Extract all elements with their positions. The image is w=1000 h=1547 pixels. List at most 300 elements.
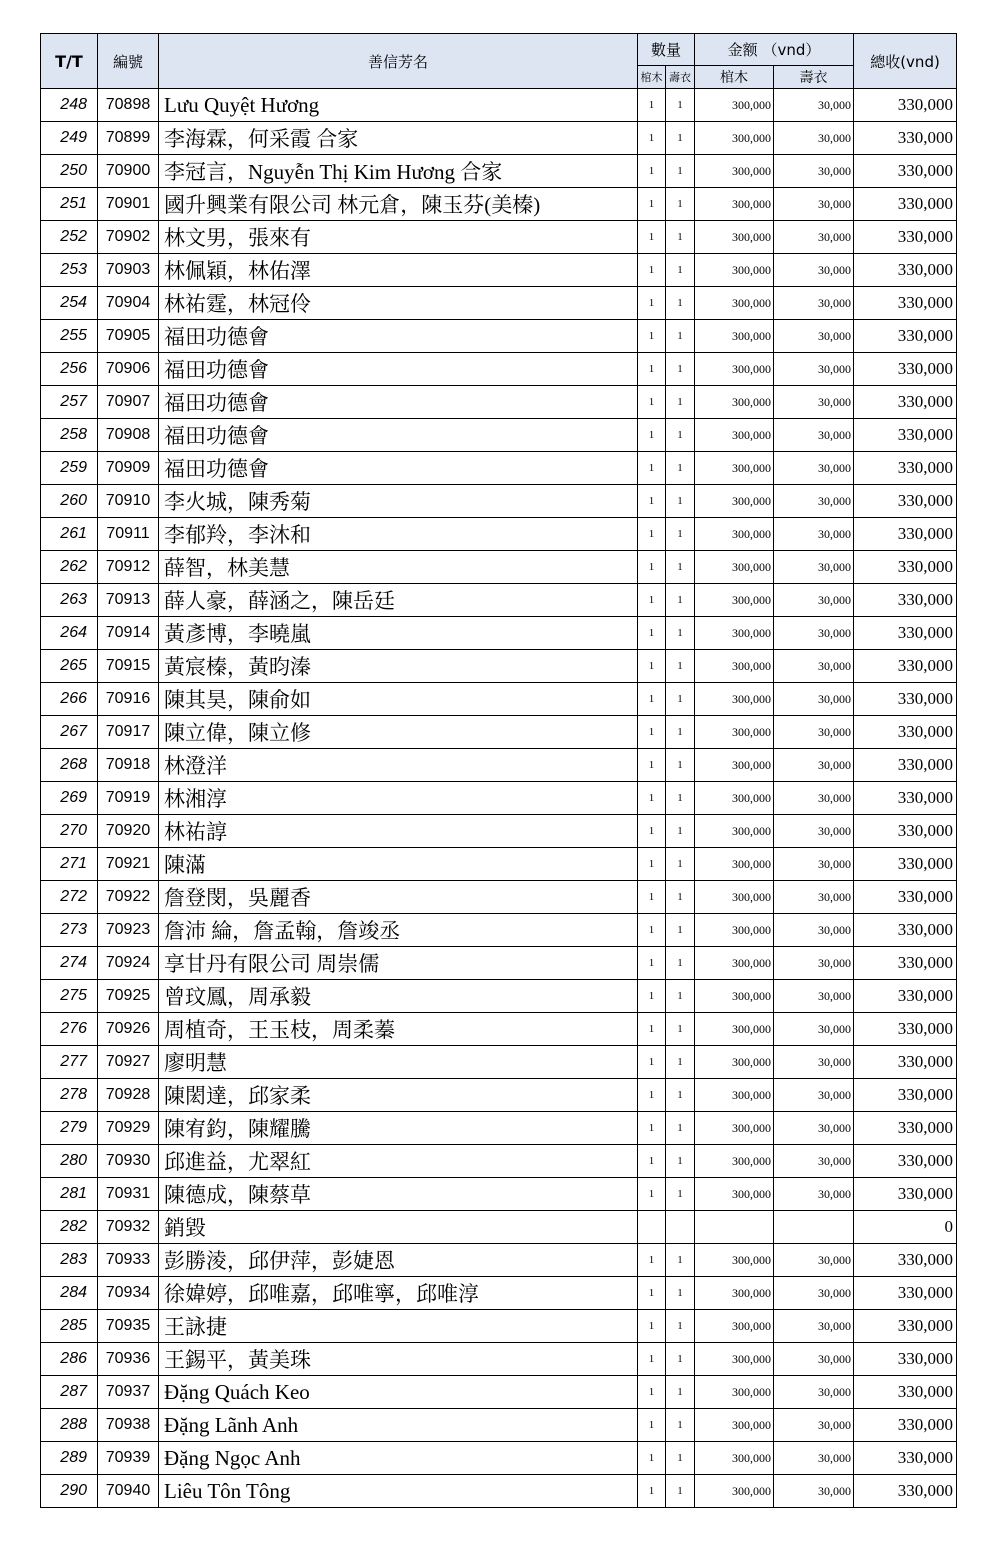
qty-coffin: 1	[638, 1376, 666, 1409]
donor-code: 70907	[98, 386, 159, 419]
row-index: 289	[41, 1442, 98, 1475]
row-index: 266	[41, 683, 98, 716]
qty-shroud: 1	[666, 122, 695, 155]
qty-shroud: 1	[666, 1442, 695, 1475]
qty-shroud: 1	[666, 749, 695, 782]
amount-coffin: 300,000	[695, 320, 774, 353]
table-row	[41, 1178, 957, 1211]
donor-code: 70908	[98, 419, 159, 452]
donor-code: 70932	[98, 1211, 159, 1244]
amount-coffin: 300,000	[695, 617, 774, 650]
qty-coffin: 1	[638, 419, 666, 452]
qty-shroud: 1	[666, 914, 695, 947]
amount-shroud: 30,000	[774, 1376, 854, 1409]
row-index: 279	[41, 1112, 98, 1145]
donor-code: 70930	[98, 1145, 159, 1178]
donor-name: 徐媁婷，邱唯嘉，邱唯寧，邱唯淳	[159, 1277, 638, 1310]
donor-name: 黃宸榛，黃昀溱	[159, 650, 638, 683]
total-amount: 330,000	[854, 980, 957, 1013]
donor-name: 陳宥鈞，陳耀騰	[159, 1112, 638, 1145]
total-amount: 330,000	[854, 848, 957, 881]
row-index: 259	[41, 452, 98, 485]
total-amount: 330,000	[854, 914, 957, 947]
donor-code: 70929	[98, 1112, 159, 1145]
donor-code: 70899	[98, 122, 159, 155]
row-index: 254	[41, 287, 98, 320]
qty-shroud: 1	[666, 155, 695, 188]
total-amount: 330,000	[854, 89, 957, 122]
amount-shroud: 30,000	[774, 89, 854, 122]
amount-shroud: 30,000	[774, 1178, 854, 1211]
qty-shroud: 1	[666, 188, 695, 221]
amount-coffin: 300,000	[695, 815, 774, 848]
donor-name: 薛智，林美慧	[159, 551, 638, 584]
header-qty-coffin: 棺木	[638, 66, 666, 89]
qty-shroud: 1	[666, 551, 695, 584]
row-index: 273	[41, 914, 98, 947]
donor-code: 70915	[98, 650, 159, 683]
amount-coffin: 300,000	[695, 848, 774, 881]
total-amount: 330,000	[854, 584, 957, 617]
table-row	[41, 1277, 957, 1310]
qty-shroud: 1	[666, 485, 695, 518]
donor-code: 70933	[98, 1244, 159, 1277]
amount-shroud: 30,000	[774, 1343, 854, 1376]
qty-coffin: 1	[638, 1310, 666, 1343]
qty-shroud: 1	[666, 1475, 695, 1508]
qty-coffin: 1	[638, 551, 666, 584]
qty-shroud: 1	[666, 650, 695, 683]
qty-shroud: 1	[666, 518, 695, 551]
qty-coffin: 1	[638, 1475, 666, 1508]
amount-shroud: 30,000	[774, 947, 854, 980]
donor-name: 林祐霆，林冠伶	[159, 287, 638, 320]
amount-coffin: 300,000	[695, 1310, 774, 1343]
total-amount: 330,000	[854, 320, 957, 353]
amount-coffin: 300,000	[695, 1145, 774, 1178]
amount-coffin: 300,000	[695, 1079, 774, 1112]
table-row	[41, 584, 957, 617]
total-amount: 330,000	[854, 485, 957, 518]
donor-code: 70936	[98, 1343, 159, 1376]
amount-shroud: 30,000	[774, 1079, 854, 1112]
donor-code: 70914	[98, 617, 159, 650]
table-row	[41, 1442, 957, 1475]
qty-coffin: 1	[638, 683, 666, 716]
qty-shroud: 1	[666, 1178, 695, 1211]
total-amount: 330,000	[854, 782, 957, 815]
amount-shroud	[774, 1211, 854, 1244]
amount-coffin: 300,000	[695, 584, 774, 617]
table-row	[41, 1079, 957, 1112]
row-index: 268	[41, 749, 98, 782]
table-row	[41, 320, 957, 353]
total-amount: 0	[854, 1211, 957, 1244]
row-index: 264	[41, 617, 98, 650]
row-index: 255	[41, 320, 98, 353]
table-row	[41, 1376, 957, 1409]
amount-coffin: 300,000	[695, 1046, 774, 1079]
row-index: 272	[41, 881, 98, 914]
amount-coffin: 300,000	[695, 782, 774, 815]
amount-coffin: 300,000	[695, 386, 774, 419]
donor-name: Đặng Quách Keo	[159, 1376, 638, 1409]
header-qty-shroud: 壽衣	[666, 66, 695, 89]
donor-code: 70909	[98, 452, 159, 485]
donation-table	[40, 33, 957, 1508]
amount-shroud: 30,000	[774, 1475, 854, 1508]
total-amount: 330,000	[854, 1244, 957, 1277]
qty-shroud: 1	[666, 1343, 695, 1376]
row-index: 267	[41, 716, 98, 749]
total-amount: 330,000	[854, 1145, 957, 1178]
table-row	[41, 221, 957, 254]
amount-shroud: 30,000	[774, 815, 854, 848]
total-amount: 330,000	[854, 1442, 957, 1475]
row-index: 253	[41, 254, 98, 287]
table-row	[41, 1046, 957, 1079]
qty-shroud: 1	[666, 254, 695, 287]
amount-coffin: 300,000	[695, 1244, 774, 1277]
donor-code: 70903	[98, 254, 159, 287]
qty-shroud: 1	[666, 947, 695, 980]
donor-name: 福田功德會	[159, 353, 638, 386]
qty-shroud: 1	[666, 452, 695, 485]
row-index: 258	[41, 419, 98, 452]
table-row	[41, 452, 957, 485]
donor-code: 70913	[98, 584, 159, 617]
qty-coffin: 1	[638, 617, 666, 650]
qty-coffin: 1	[638, 188, 666, 221]
donor-name: 銷毀	[159, 1211, 638, 1244]
header-total: 總收(vnd)	[854, 34, 957, 89]
donor-name: 林佩穎，林佑澤	[159, 254, 638, 287]
amount-shroud: 30,000	[774, 914, 854, 947]
amount-coffin: 300,000	[695, 1442, 774, 1475]
amount-coffin: 300,000	[695, 518, 774, 551]
qty-shroud: 1	[666, 584, 695, 617]
qty-shroud: 1	[666, 1244, 695, 1277]
amount-coffin: 300,000	[695, 650, 774, 683]
total-amount: 330,000	[854, 419, 957, 452]
qty-shroud: 1	[666, 1376, 695, 1409]
amount-coffin: 300,000	[695, 881, 774, 914]
total-amount: 330,000	[854, 386, 957, 419]
qty-coffin: 1	[638, 749, 666, 782]
table-row	[41, 155, 957, 188]
donor-code: 70901	[98, 188, 159, 221]
table-row	[41, 1475, 957, 1508]
donor-code: 70902	[98, 221, 159, 254]
qty-coffin: 1	[638, 320, 666, 353]
qty-coffin: 1	[638, 914, 666, 947]
donor-code: 70940	[98, 1475, 159, 1508]
amount-shroud: 30,000	[774, 386, 854, 419]
amount-coffin: 300,000	[695, 221, 774, 254]
amount-shroud: 30,000	[774, 683, 854, 716]
qty-shroud: 1	[666, 1046, 695, 1079]
qty-coffin: 1	[638, 1244, 666, 1277]
donor-code: 70917	[98, 716, 159, 749]
amount-shroud: 30,000	[774, 254, 854, 287]
row-index: 281	[41, 1178, 98, 1211]
amount-coffin: 300,000	[695, 1343, 774, 1376]
total-amount: 330,000	[854, 1178, 957, 1211]
amount-coffin: 300,000	[695, 551, 774, 584]
donor-name: 薛人豪，薛涵之，陳岳廷	[159, 584, 638, 617]
qty-shroud: 1	[666, 221, 695, 254]
amount-coffin: 300,000	[695, 287, 774, 320]
row-index: 285	[41, 1310, 98, 1343]
total-amount: 330,000	[854, 650, 957, 683]
table-row	[41, 980, 957, 1013]
table-row	[41, 782, 957, 815]
amount-shroud: 30,000	[774, 188, 854, 221]
donor-name: 黃彥博，李曉嵐	[159, 617, 638, 650]
amount-shroud: 30,000	[774, 155, 854, 188]
amount-shroud: 30,000	[774, 353, 854, 386]
qty-shroud: 1	[666, 1277, 695, 1310]
donor-name: 彭勝淩，邱伊萍，彭婕恩	[159, 1244, 638, 1277]
row-index: 282	[41, 1211, 98, 1244]
amount-shroud: 30,000	[774, 650, 854, 683]
amount-coffin: 300,000	[695, 1277, 774, 1310]
qty-coffin: 1	[638, 815, 666, 848]
donor-name: 陳滿	[159, 848, 638, 881]
amount-coffin: 300,000	[695, 188, 774, 221]
amount-shroud: 30,000	[774, 452, 854, 485]
qty-coffin: 1	[638, 1178, 666, 1211]
total-amount: 330,000	[854, 452, 957, 485]
qty-shroud: 1	[666, 1112, 695, 1145]
row-index: 290	[41, 1475, 98, 1508]
table-row	[41, 650, 957, 683]
row-index: 252	[41, 221, 98, 254]
qty-shroud: 1	[666, 320, 695, 353]
row-index: 265	[41, 650, 98, 683]
qty-coffin: 1	[638, 1145, 666, 1178]
donor-code: 70898	[98, 89, 159, 122]
donor-name: 陳立偉，陳立修	[159, 716, 638, 749]
total-amount: 330,000	[854, 683, 957, 716]
header-tt: T/T	[41, 34, 98, 89]
qty-shroud: 1	[666, 617, 695, 650]
table-row	[41, 1343, 957, 1376]
amount-shroud: 30,000	[774, 749, 854, 782]
amount-coffin: 300,000	[695, 353, 774, 386]
total-amount: 330,000	[854, 1046, 957, 1079]
donor-code: 70927	[98, 1046, 159, 1079]
donor-name: 廖明慧	[159, 1046, 638, 1079]
row-index: 269	[41, 782, 98, 815]
qty-shroud: 1	[666, 782, 695, 815]
amount-shroud: 30,000	[774, 1244, 854, 1277]
amount-shroud: 30,000	[774, 122, 854, 155]
table-row	[41, 122, 957, 155]
total-amount: 330,000	[854, 254, 957, 287]
amount-coffin: 300,000	[695, 419, 774, 452]
qty-coffin: 1	[638, 848, 666, 881]
amount-shroud: 30,000	[774, 419, 854, 452]
qty-coffin: 1	[638, 254, 666, 287]
total-amount: 330,000	[854, 749, 957, 782]
amount-coffin: 300,000	[695, 254, 774, 287]
donor-name: 李火城，陳秀菊	[159, 485, 638, 518]
amount-shroud: 30,000	[774, 782, 854, 815]
qty-coffin: 1	[638, 584, 666, 617]
donor-name: 林澄洋	[159, 749, 638, 782]
total-amount: 330,000	[854, 353, 957, 386]
donor-name: 邱進益，尤翠紅	[159, 1145, 638, 1178]
table-row	[41, 89, 957, 122]
amount-shroud: 30,000	[774, 221, 854, 254]
table-row	[41, 1211, 957, 1244]
total-amount: 330,000	[854, 1409, 957, 1442]
table-row	[41, 947, 957, 980]
donor-code: 70906	[98, 353, 159, 386]
header-name: 善信芳名	[159, 34, 638, 89]
donor-code: 70921	[98, 848, 159, 881]
donor-name: 曾玟鳳，周承毅	[159, 980, 638, 1013]
amount-shroud: 30,000	[774, 1310, 854, 1343]
row-index: 271	[41, 848, 98, 881]
row-index: 288	[41, 1409, 98, 1442]
table-row	[41, 914, 957, 947]
header-code: 編號	[98, 34, 159, 89]
row-index: 283	[41, 1244, 98, 1277]
amount-coffin: 300,000	[695, 122, 774, 155]
qty-coffin: 1	[638, 353, 666, 386]
donor-name: 陳閎達，邱家柔	[159, 1079, 638, 1112]
donor-code: 70910	[98, 485, 159, 518]
donor-name: 福田功德會	[159, 419, 638, 452]
amount-coffin: 300,000	[695, 683, 774, 716]
donor-name: Lưu Quyệt Hương	[159, 89, 638, 122]
qty-coffin: 1	[638, 155, 666, 188]
table-row	[41, 254, 957, 287]
table-row	[41, 518, 957, 551]
amount-coffin: 300,000	[695, 947, 774, 980]
donor-name: 林湘淳	[159, 782, 638, 815]
donor-name: 福田功德會	[159, 452, 638, 485]
qty-coffin: 1	[638, 1013, 666, 1046]
qty-coffin: 1	[638, 1277, 666, 1310]
total-amount: 330,000	[854, 287, 957, 320]
qty-shroud: 1	[666, 1013, 695, 1046]
amount-shroud: 30,000	[774, 980, 854, 1013]
donor-code: 70935	[98, 1310, 159, 1343]
donor-name: 福田功德會	[159, 320, 638, 353]
total-amount: 330,000	[854, 1112, 957, 1145]
donor-name: Đặng Lãnh Anh	[159, 1409, 638, 1442]
qty-coffin: 1	[638, 980, 666, 1013]
total-amount: 330,000	[854, 1277, 957, 1310]
total-amount: 330,000	[854, 617, 957, 650]
total-amount: 330,000	[854, 1475, 957, 1508]
total-amount: 330,000	[854, 815, 957, 848]
amount-shroud: 30,000	[774, 1409, 854, 1442]
table-row	[41, 683, 957, 716]
qty-coffin: 1	[638, 1046, 666, 1079]
header-amount-shroud: 壽衣	[774, 66, 854, 89]
donor-name: 李冠言，Nguyễn Thị Kim Hương 合家	[159, 155, 638, 188]
total-amount: 330,000	[854, 551, 957, 584]
donor-code: 70911	[98, 518, 159, 551]
qty-coffin: 1	[638, 1343, 666, 1376]
qty-coffin: 1	[638, 221, 666, 254]
amount-shroud: 30,000	[774, 617, 854, 650]
table-row	[41, 617, 957, 650]
donor-name: 林文男，張來有	[159, 221, 638, 254]
amount-shroud: 30,000	[774, 848, 854, 881]
row-index: 261	[41, 518, 98, 551]
amount-shroud: 30,000	[774, 518, 854, 551]
row-index: 270	[41, 815, 98, 848]
total-amount: 330,000	[854, 947, 957, 980]
amount-shroud: 30,000	[774, 881, 854, 914]
qty-shroud: 1	[666, 1310, 695, 1343]
donor-code: 70939	[98, 1442, 159, 1475]
donor-name: 林祐諄	[159, 815, 638, 848]
table-body	[41, 89, 957, 1508]
qty-shroud: 1	[666, 1145, 695, 1178]
amount-coffin: 300,000	[695, 980, 774, 1013]
table-row	[41, 287, 957, 320]
table-row	[41, 353, 957, 386]
qty-shroud: 1	[666, 1409, 695, 1442]
qty-coffin: 1	[638, 716, 666, 749]
qty-coffin: 1	[638, 287, 666, 320]
header-qty: 數量	[638, 34, 695, 66]
qty-coffin: 1	[638, 485, 666, 518]
qty-shroud: 1	[666, 1079, 695, 1112]
qty-coffin: 1	[638, 881, 666, 914]
row-index: 284	[41, 1277, 98, 1310]
total-amount: 330,000	[854, 518, 957, 551]
header-amount: 金额 （vnd）	[695, 34, 854, 66]
amount-shroud: 30,000	[774, 1277, 854, 1310]
donor-code: 70928	[98, 1079, 159, 1112]
total-amount: 330,000	[854, 1310, 957, 1343]
qty-shroud: 1	[666, 287, 695, 320]
amount-shroud: 30,000	[774, 1013, 854, 1046]
total-amount: 330,000	[854, 122, 957, 155]
donor-name: 詹登閔，吳麗香	[159, 881, 638, 914]
qty-coffin: 1	[638, 89, 666, 122]
donor-code: 70926	[98, 1013, 159, 1046]
row-index: 275	[41, 980, 98, 1013]
amount-coffin: 300,000	[695, 1013, 774, 1046]
qty-coffin: 1	[638, 1442, 666, 1475]
row-index: 260	[41, 485, 98, 518]
row-index: 276	[41, 1013, 98, 1046]
total-amount: 330,000	[854, 1079, 957, 1112]
table-row	[41, 815, 957, 848]
table-row	[41, 848, 957, 881]
row-index: 257	[41, 386, 98, 419]
table-row	[41, 188, 957, 221]
donor-name: 詹沛 綸，詹孟翰，詹竣丞	[159, 914, 638, 947]
donor-code: 70916	[98, 683, 159, 716]
donor-code: 70924	[98, 947, 159, 980]
table-row	[41, 485, 957, 518]
amount-coffin: 300,000	[695, 1112, 774, 1145]
amount-coffin: 300,000	[695, 452, 774, 485]
amount-coffin: 300,000	[695, 716, 774, 749]
amount-coffin: 300,000	[695, 1376, 774, 1409]
donor-code: 70912	[98, 551, 159, 584]
table-header	[41, 34, 957, 89]
